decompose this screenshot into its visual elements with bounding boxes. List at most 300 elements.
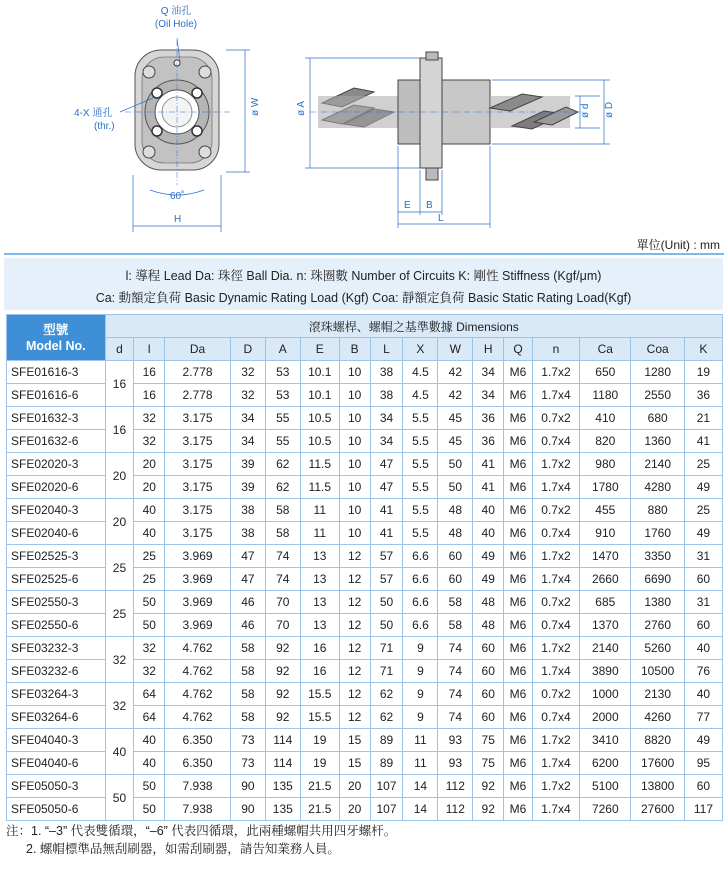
table-cell: 7.938 bbox=[165, 775, 231, 798]
table-cell: 1380 bbox=[631, 591, 684, 614]
table-cell: 45 bbox=[438, 430, 473, 453]
table-cell: 34 bbox=[473, 361, 504, 384]
table-cell: 38 bbox=[370, 384, 403, 407]
table-cell: 92 bbox=[265, 660, 300, 683]
table-cell: 19 bbox=[300, 729, 339, 752]
table-cell: 1.7x4 bbox=[532, 384, 579, 407]
table-cell: M6 bbox=[504, 591, 533, 614]
table-cell: 3410 bbox=[580, 729, 631, 752]
table-cell: 0.7x4 bbox=[532, 430, 579, 453]
table-cell: 50 bbox=[438, 453, 473, 476]
table-cell: M6 bbox=[504, 384, 533, 407]
table-cell: 5.5 bbox=[403, 453, 438, 476]
model-header bbox=[7, 315, 106, 361]
table-cell: 0.7x2 bbox=[532, 407, 579, 430]
table-cell: 980 bbox=[580, 453, 631, 476]
table-cell: 410 bbox=[580, 407, 631, 430]
column-header: Q bbox=[504, 338, 533, 361]
table-cell: 53 bbox=[265, 384, 300, 407]
table-cell: 0.7x2 bbox=[532, 683, 579, 706]
table-cell: 1.7x2 bbox=[532, 361, 579, 384]
table-cell: 92 bbox=[265, 637, 300, 660]
table-cell: 20 bbox=[134, 476, 165, 499]
table-cell: 13800 bbox=[631, 775, 684, 798]
table-cell: 70 bbox=[265, 591, 300, 614]
table-cell: 47 bbox=[370, 453, 403, 476]
table-cell: 135 bbox=[265, 798, 300, 821]
table-cell: 58 bbox=[230, 706, 265, 729]
column-header: d bbox=[105, 338, 134, 361]
nut-side-view bbox=[310, 52, 585, 180]
table-cell: 48 bbox=[438, 522, 473, 545]
table-cell: 15.5 bbox=[300, 683, 339, 706]
table-row bbox=[7, 499, 723, 522]
table-cell: 74 bbox=[438, 660, 473, 683]
table-cell: 3.969 bbox=[165, 545, 231, 568]
table-cell: 3.175 bbox=[165, 430, 231, 453]
dim-h-label: H bbox=[174, 214, 182, 225]
table-cell: 1780 bbox=[580, 476, 631, 499]
note-2: 2. 螺帽標準品無刮刷器，如需刮刷器，請告知業務人員。 bbox=[26, 842, 340, 856]
table-cell: 5260 bbox=[631, 637, 684, 660]
table-cell: 1.7x4 bbox=[532, 476, 579, 499]
column-header: n bbox=[532, 338, 579, 361]
table-cell: 1.7x4 bbox=[532, 798, 579, 821]
holes-label: 4-X 通孔 bbox=[74, 108, 113, 119]
table-cell: 32 bbox=[134, 407, 165, 430]
table-cell: 15 bbox=[339, 729, 370, 752]
table-cell: 34 bbox=[370, 430, 403, 453]
table-cell: 4280 bbox=[631, 476, 684, 499]
table-cell: 41 bbox=[473, 453, 504, 476]
table-cell: 50 bbox=[438, 476, 473, 499]
column-header: l bbox=[134, 338, 165, 361]
table-cell: 1.7x2 bbox=[532, 453, 579, 476]
column-header: A bbox=[265, 338, 300, 361]
table-cell: 13 bbox=[300, 568, 339, 591]
table-cell: 10 bbox=[339, 361, 370, 384]
model-cell: SFE01616-6 bbox=[7, 384, 106, 407]
table-cell: 820 bbox=[580, 430, 631, 453]
table-cell: 3.175 bbox=[165, 407, 231, 430]
table-cell: 34 bbox=[230, 407, 265, 430]
table-cell: 50 bbox=[134, 798, 165, 821]
table-cell: 19 bbox=[300, 752, 339, 775]
table-cell: 17600 bbox=[631, 752, 684, 775]
table-cell: 15 bbox=[339, 752, 370, 775]
table-cell: 1.7x2 bbox=[532, 545, 579, 568]
table-cell: 1.7x4 bbox=[532, 752, 579, 775]
table-cell: 5.5 bbox=[403, 430, 438, 453]
table-cell: 40 bbox=[134, 522, 165, 545]
table-cell: 38 bbox=[230, 522, 265, 545]
model-cell: SFE04040-6 bbox=[7, 752, 106, 775]
ball-screw-drawing bbox=[0, 0, 728, 240]
model-cell: SFE02040-6 bbox=[7, 522, 106, 545]
diameter-cell: 50 bbox=[105, 775, 134, 821]
column-header: D bbox=[230, 338, 265, 361]
table-cell: 40 bbox=[684, 637, 722, 660]
table-cell: 38 bbox=[230, 499, 265, 522]
table-cell: 9 bbox=[403, 660, 438, 683]
holes-label-en: (thr.) bbox=[94, 121, 115, 132]
table-cell: 4260 bbox=[631, 706, 684, 729]
table-cell: 50 bbox=[370, 614, 403, 637]
legend-line-1: l: 導程 Lead Da: 珠徑 Ball Dia. n: 珠圈數 Number of Circuits K: 剛性 Stiffness (Kgf/μm) bbox=[125, 269, 602, 283]
table-cell: 36 bbox=[473, 407, 504, 430]
table-cell: 60 bbox=[684, 568, 722, 591]
dim-e-label: E bbox=[404, 200, 411, 211]
table-cell: 76 bbox=[684, 660, 722, 683]
table-cell: 41 bbox=[370, 522, 403, 545]
table-cell: 1470 bbox=[580, 545, 631, 568]
note-1: 注：1. “–3” 代表雙循環，“–6” 代表四循環，此兩種螺帽共用四牙螺杆。 bbox=[6, 824, 397, 838]
table-cell: 10 bbox=[339, 453, 370, 476]
table-cell: 75 bbox=[473, 752, 504, 775]
table-cell: 60 bbox=[473, 683, 504, 706]
table-cell: 64 bbox=[134, 683, 165, 706]
table-cell: 2130 bbox=[631, 683, 684, 706]
table-cell: M6 bbox=[504, 729, 533, 752]
table-cell: 62 bbox=[370, 706, 403, 729]
table-row bbox=[7, 361, 723, 384]
table-cell: 3.175 bbox=[165, 499, 231, 522]
table-cell: 90 bbox=[230, 775, 265, 798]
table-cell: 4.762 bbox=[165, 660, 231, 683]
table-cell: 34 bbox=[473, 384, 504, 407]
table-cell: 4.5 bbox=[403, 384, 438, 407]
table-cell: 60 bbox=[684, 614, 722, 637]
table-cell: 25 bbox=[134, 568, 165, 591]
angle-label: 60˚ bbox=[170, 191, 185, 202]
table-cell: 5.5 bbox=[403, 476, 438, 499]
oil-hole-label-en: (Oil Hole) bbox=[154, 19, 198, 30]
table-cell: 12 bbox=[339, 660, 370, 683]
table-cell: 7.938 bbox=[165, 798, 231, 821]
table-cell: 71 bbox=[370, 660, 403, 683]
table-cell: 27600 bbox=[631, 798, 684, 821]
column-header: E bbox=[300, 338, 339, 361]
dimensions-group-header: 滾珠螺桿、螺帽之基準數據 Dimensions bbox=[105, 315, 722, 338]
table-cell: 92 bbox=[265, 706, 300, 729]
table-cell: 50 bbox=[134, 591, 165, 614]
table-cell: 62 bbox=[265, 476, 300, 499]
table-cell: 5.5 bbox=[403, 499, 438, 522]
table-cell: 455 bbox=[580, 499, 631, 522]
column-header: Da bbox=[165, 338, 231, 361]
table-cell: 92 bbox=[265, 683, 300, 706]
table-cell: 62 bbox=[265, 453, 300, 476]
table-cell: 31 bbox=[684, 591, 722, 614]
table-cell: 40 bbox=[134, 752, 165, 775]
table-cell: 60 bbox=[438, 545, 473, 568]
table-cell: 5.5 bbox=[403, 522, 438, 545]
table-cell: 10 bbox=[339, 499, 370, 522]
column-header: H bbox=[473, 338, 504, 361]
table-cell: 77 bbox=[684, 706, 722, 729]
table-cell: 107 bbox=[370, 798, 403, 821]
table-cell: 75 bbox=[473, 729, 504, 752]
table-cell: 10 bbox=[339, 430, 370, 453]
table-cell: 6.6 bbox=[403, 545, 438, 568]
table-cell: 6.6 bbox=[403, 568, 438, 591]
table-cell: 6690 bbox=[631, 568, 684, 591]
table-cell: M6 bbox=[504, 453, 533, 476]
table-cell: 3890 bbox=[580, 660, 631, 683]
table-cell: 3.175 bbox=[165, 453, 231, 476]
column-header: K bbox=[684, 338, 722, 361]
dim-d-small-label: ø d bbox=[580, 103, 591, 118]
table-cell: M6 bbox=[504, 752, 533, 775]
table-cell: 1760 bbox=[631, 522, 684, 545]
model-header-zh: 型號 bbox=[43, 322, 69, 337]
table-cell: 1.7x2 bbox=[532, 637, 579, 660]
model-cell: SFE03264-3 bbox=[7, 683, 106, 706]
table-cell: 46 bbox=[230, 614, 265, 637]
table-cell: 90 bbox=[230, 798, 265, 821]
unit-label: 單位(Unit) : mm bbox=[636, 238, 720, 252]
table-cell: 21.5 bbox=[300, 798, 339, 821]
table-cell: 39 bbox=[230, 453, 265, 476]
table-cell: 8820 bbox=[631, 729, 684, 752]
table-cell: 16 bbox=[300, 660, 339, 683]
table-cell: 1370 bbox=[580, 614, 631, 637]
table-cell: 1360 bbox=[631, 430, 684, 453]
table-cell: 32 bbox=[134, 660, 165, 683]
table-cell: 15.5 bbox=[300, 706, 339, 729]
table-cell: 46 bbox=[230, 591, 265, 614]
table-cell: 2140 bbox=[631, 453, 684, 476]
table-cell: 57 bbox=[370, 568, 403, 591]
diameter-cell: 40 bbox=[105, 729, 134, 775]
table-cell: 680 bbox=[631, 407, 684, 430]
table-cell: 3.969 bbox=[165, 591, 231, 614]
table-cell: 10.1 bbox=[300, 361, 339, 384]
table-cell: M6 bbox=[504, 568, 533, 591]
table-cell: 2000 bbox=[580, 706, 631, 729]
table-cell: M6 bbox=[504, 522, 533, 545]
table-cell: 55 bbox=[265, 430, 300, 453]
table-cell: 3.969 bbox=[165, 614, 231, 637]
table-cell: 58 bbox=[438, 591, 473, 614]
table-cell: 58 bbox=[265, 499, 300, 522]
table-cell: M6 bbox=[504, 476, 533, 499]
table-cell: 89 bbox=[370, 729, 403, 752]
table-cell: M6 bbox=[504, 798, 533, 821]
table-cell: 58 bbox=[265, 522, 300, 545]
table-cell: M6 bbox=[504, 683, 533, 706]
table-row bbox=[7, 729, 723, 752]
table-cell: 73 bbox=[230, 752, 265, 775]
notes bbox=[6, 822, 396, 858]
table-cell: 93 bbox=[438, 752, 473, 775]
model-header-en: Model No. bbox=[25, 338, 86, 353]
table-cell: M6 bbox=[504, 775, 533, 798]
table-cell: 3.969 bbox=[165, 568, 231, 591]
table-cell: 74 bbox=[438, 706, 473, 729]
diameter-cell: 20 bbox=[105, 453, 134, 499]
table-cell: 685 bbox=[580, 591, 631, 614]
dim-w-label: ø W bbox=[250, 97, 261, 116]
table-cell: 50 bbox=[134, 614, 165, 637]
table-cell: 50 bbox=[134, 775, 165, 798]
diameter-cell: 32 bbox=[105, 637, 134, 683]
table-cell: 95 bbox=[684, 752, 722, 775]
model-cell: SFE03264-6 bbox=[7, 706, 106, 729]
table-cell: 6200 bbox=[580, 752, 631, 775]
table-cell: 13 bbox=[300, 591, 339, 614]
table-cell: 21.5 bbox=[300, 775, 339, 798]
diameter-cell: 20 bbox=[105, 499, 134, 545]
column-header: W bbox=[438, 338, 473, 361]
table-cell: M6 bbox=[504, 499, 533, 522]
table-cell: 1180 bbox=[580, 384, 631, 407]
table-cell: 2760 bbox=[631, 614, 684, 637]
table-cell: 41 bbox=[370, 499, 403, 522]
table-cell: 0.7x2 bbox=[532, 499, 579, 522]
table-cell: 6.6 bbox=[403, 614, 438, 637]
symbol-legend bbox=[4, 258, 723, 310]
model-cell: SFE01632-3 bbox=[7, 407, 106, 430]
table-cell: 9 bbox=[403, 637, 438, 660]
table-cell: 49 bbox=[684, 729, 722, 752]
table-cell: 16 bbox=[134, 361, 165, 384]
table-cell: 50 bbox=[370, 591, 403, 614]
table-cell: 71 bbox=[370, 637, 403, 660]
table-cell: 64 bbox=[134, 706, 165, 729]
table-cell: M6 bbox=[504, 430, 533, 453]
table-cell: 3.175 bbox=[165, 476, 231, 499]
table-cell: 650 bbox=[580, 361, 631, 384]
table-cell: 9 bbox=[403, 683, 438, 706]
table-cell: 6.350 bbox=[165, 729, 231, 752]
model-cell: SFE05050-6 bbox=[7, 798, 106, 821]
table-cell: 60 bbox=[473, 706, 504, 729]
table-cell: 12 bbox=[339, 545, 370, 568]
table-cell: 114 bbox=[265, 729, 300, 752]
table-cell: 1000 bbox=[580, 683, 631, 706]
table-cell: 47 bbox=[230, 545, 265, 568]
table-cell: 38 bbox=[370, 361, 403, 384]
table-cell: 11 bbox=[300, 499, 339, 522]
table-cell: 10.1 bbox=[300, 384, 339, 407]
table-cell: 89 bbox=[370, 752, 403, 775]
table-cell: 910 bbox=[580, 522, 631, 545]
table-cell: 20 bbox=[339, 798, 370, 821]
table-cell: 1.7x2 bbox=[532, 729, 579, 752]
model-cell: SFE03232-6 bbox=[7, 660, 106, 683]
table-cell: 47 bbox=[230, 568, 265, 591]
table-cell: 49 bbox=[473, 568, 504, 591]
table-cell: 13 bbox=[300, 545, 339, 568]
table-cell: 11.5 bbox=[300, 476, 339, 499]
table-cell: 62 bbox=[370, 683, 403, 706]
table-cell: 92 bbox=[473, 775, 504, 798]
table-cell: 60 bbox=[438, 568, 473, 591]
table-cell: 11 bbox=[403, 752, 438, 775]
table-cell: 93 bbox=[438, 729, 473, 752]
model-cell: SFE02525-3 bbox=[7, 545, 106, 568]
nut-front-view bbox=[125, 40, 230, 185]
table-cell: 36 bbox=[473, 430, 504, 453]
table-cell: 4.762 bbox=[165, 683, 231, 706]
table-cell: 4.5 bbox=[403, 361, 438, 384]
column-header: X bbox=[403, 338, 438, 361]
table-cell: 14 bbox=[403, 798, 438, 821]
table-cell: 25 bbox=[684, 499, 722, 522]
table-cell: 25 bbox=[134, 545, 165, 568]
spec-table-head bbox=[7, 315, 723, 361]
table-cell: 45 bbox=[438, 407, 473, 430]
table-cell: 11.5 bbox=[300, 453, 339, 476]
model-cell: SFE02040-3 bbox=[7, 499, 106, 522]
column-header: Ca bbox=[580, 338, 631, 361]
spec-table bbox=[6, 314, 723, 821]
model-cell: SFE02020-6 bbox=[7, 476, 106, 499]
table-cell: 117 bbox=[684, 798, 722, 821]
table-cell: 32 bbox=[134, 430, 165, 453]
table-cell: 880 bbox=[631, 499, 684, 522]
table-cell: M6 bbox=[504, 614, 533, 637]
table-cell: 40 bbox=[684, 683, 722, 706]
table-cell: 1280 bbox=[631, 361, 684, 384]
table-cell: 55 bbox=[265, 407, 300, 430]
table-cell: M6 bbox=[504, 637, 533, 660]
table-cell: 73 bbox=[230, 729, 265, 752]
model-cell: SFE01616-3 bbox=[7, 361, 106, 384]
table-cell: 25 bbox=[684, 453, 722, 476]
table-cell: 48 bbox=[438, 499, 473, 522]
table-cell: 7260 bbox=[580, 798, 631, 821]
table-cell: 114 bbox=[265, 752, 300, 775]
table-row bbox=[7, 545, 723, 568]
table-cell: 58 bbox=[438, 614, 473, 637]
table-cell: 34 bbox=[370, 407, 403, 430]
table-cell: 58 bbox=[230, 683, 265, 706]
spec-table-body bbox=[7, 361, 723, 821]
table-cell: 34 bbox=[230, 430, 265, 453]
table-cell: 47 bbox=[370, 476, 403, 499]
table-row bbox=[7, 407, 723, 430]
table-cell: 12 bbox=[339, 591, 370, 614]
table-cell: 1.7x4 bbox=[532, 568, 579, 591]
table-cell: 13 bbox=[300, 614, 339, 637]
table-cell: 12 bbox=[339, 637, 370, 660]
table-cell: 4.762 bbox=[165, 706, 231, 729]
table-cell: 74 bbox=[438, 637, 473, 660]
table-cell: 10 bbox=[339, 384, 370, 407]
table-cell: 32 bbox=[230, 384, 265, 407]
table-cell: 21 bbox=[684, 407, 722, 430]
table-cell: 3.175 bbox=[165, 522, 231, 545]
table-cell: 16 bbox=[300, 637, 339, 660]
divider bbox=[4, 253, 724, 255]
model-cell: SFE01632-6 bbox=[7, 430, 106, 453]
dim-d-big-label: ø D bbox=[604, 101, 615, 118]
table-cell: 40 bbox=[134, 729, 165, 752]
table-cell: 6.6 bbox=[403, 591, 438, 614]
table-cell: 42 bbox=[438, 361, 473, 384]
table-cell: 48 bbox=[473, 614, 504, 637]
table-cell: 12 bbox=[339, 683, 370, 706]
table-cell: 107 bbox=[370, 775, 403, 798]
model-cell: SFE02020-3 bbox=[7, 453, 106, 476]
table-cell: 58 bbox=[230, 660, 265, 683]
model-cell: SFE02525-6 bbox=[7, 568, 106, 591]
table-cell: 41 bbox=[684, 430, 722, 453]
table-cell: M6 bbox=[504, 706, 533, 729]
table-cell: 39 bbox=[230, 476, 265, 499]
